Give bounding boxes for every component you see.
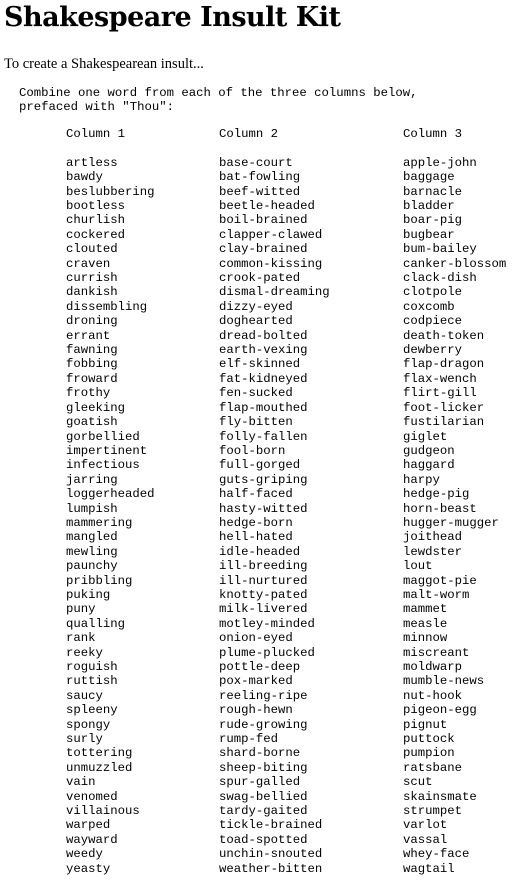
word-item: beetle-headed [219, 199, 315, 214]
column-header: Column 1 [66, 127, 126, 141]
word-item: bum-bailey [403, 242, 477, 257]
instructions-line-2: prefaced with "Thou": [19, 100, 174, 115]
word-item: mumble-news [403, 674, 485, 689]
column-1 [66, 127, 155, 876]
word-item: puttock [403, 732, 455, 747]
word-item: mammet [403, 602, 448, 617]
word-item: boar-pig [403, 213, 463, 228]
word-item: fobbing [66, 357, 118, 372]
word-item: bawdy [66, 170, 103, 185]
word-item: rude-growing [219, 717, 308, 732]
word-item: gleeking [66, 400, 126, 415]
word-item: full-gorged [219, 458, 301, 473]
word-item: loggerheaded [66, 487, 155, 502]
word-item: earth-vexing [219, 343, 308, 358]
word-item: jarring [66, 472, 118, 487]
word-item: horn-beast [403, 501, 477, 516]
word-item: dewberry [403, 343, 463, 358]
word-item: froward [66, 371, 118, 386]
word-item: villainous [66, 804, 140, 819]
word-item: giglet [403, 429, 448, 444]
word-item: dissembling [66, 299, 148, 314]
word-item: codpiece [403, 314, 463, 329]
word-item: moldwarp [403, 660, 463, 675]
word-item: dankish [66, 285, 118, 300]
word-item: fool-born [219, 443, 286, 458]
intro-text: To create a Shakespearean insult... [4, 56, 204, 72]
word-item: pribbling [66, 573, 133, 588]
word-item: goatish [66, 415, 118, 430]
word-item: malt-worm [403, 587, 470, 602]
word-item: joithead [403, 530, 463, 545]
word-item: infectious [66, 458, 140, 473]
word-item: pottle-deep [219, 660, 301, 675]
word-item: wagtail [403, 861, 455, 876]
word-item: ratsbane [403, 760, 463, 775]
word-item: pox-marked [219, 674, 293, 689]
word-item: hell-hated [219, 530, 293, 545]
word-item: cockered [66, 227, 126, 242]
word-item: tickle-brained [219, 818, 323, 833]
word-item: rough-hewn [219, 703, 293, 718]
word-item: flap-dragon [403, 357, 485, 372]
word-item: dismal-dreaming [219, 285, 330, 300]
word-item: plume-plucked [219, 645, 315, 660]
word-item: droning [66, 314, 118, 329]
word-item: mammering [66, 515, 133, 530]
word-item: apple-john [403, 155, 477, 170]
word-item: spur-galled [219, 775, 301, 790]
word-item: toad-spotted [219, 832, 308, 847]
instructions-line-1: Combine one word from each of the three columns below, [19, 86, 418, 100]
word-item: flax-wench [403, 371, 477, 386]
word-item: lumpish [66, 501, 118, 516]
word-item: pigeon-egg [403, 703, 477, 718]
word-item: folly-fallen [219, 429, 308, 444]
word-item: fen-sucked [219, 386, 293, 401]
column-2 [219, 127, 330, 876]
word-item: saucy [66, 688, 103, 703]
word-item: artless [66, 155, 118, 170]
word-item: wayward [66, 832, 118, 847]
word-item: puny [66, 602, 96, 617]
word-item: beef-witted [219, 184, 301, 199]
column-header: Column 2 [219, 127, 279, 141]
word-item: hugger-mugger [403, 515, 499, 530]
word-item: base-court [219, 155, 293, 170]
word-item: fawning [66, 343, 118, 358]
word-item: bugbear [403, 227, 455, 242]
word-item: milk-livered [219, 602, 308, 617]
word-item: maggot-pie [403, 573, 477, 588]
word-item: tardy-gaited [219, 804, 308, 819]
word-item: warped [66, 818, 111, 833]
word-item: scut [403, 775, 433, 790]
word-item: baggage [403, 170, 455, 185]
word-item: doghearted [219, 314, 293, 329]
instructions [19, 86, 417, 115]
word-item: beslubbering [66, 184, 155, 199]
word-item: paunchy [66, 559, 118, 574]
word-item: swag-bellied [219, 789, 308, 804]
word-item: reeky [66, 645, 103, 660]
word-item: elf-skinned [219, 357, 301, 372]
word-item: fustilarian [403, 415, 485, 430]
word-item: nut-hook [403, 688, 463, 703]
word-item: clack-dish [403, 271, 477, 286]
word-item: churlish [66, 213, 126, 228]
word-item: hedge-born [219, 515, 293, 530]
word-item: spongy [66, 717, 111, 732]
word-item: ruttish [66, 674, 118, 689]
word-item: lewdster [403, 544, 463, 559]
word-item: ill-breeding [219, 559, 308, 574]
word-item: fly-bitten [219, 415, 293, 430]
word-item: vassal [403, 832, 448, 847]
word-item: puking [66, 587, 111, 602]
word-item: mangled [66, 530, 118, 545]
word-item: ill-nurtured [219, 573, 308, 588]
word-item: lout [403, 559, 433, 574]
word-item: flap-mouthed [219, 400, 308, 415]
word-item: sheep-biting [219, 760, 308, 775]
word-item: clotpole [403, 285, 463, 300]
word-item: clay-brained [219, 242, 308, 257]
word-item: barnacle [403, 184, 463, 199]
word-item: qualling [66, 616, 126, 631]
word-item: frothy [66, 386, 111, 401]
word-item: strumpet [403, 804, 463, 819]
word-item: clouted [66, 242, 118, 257]
word-item: clapper-clawed [219, 227, 323, 242]
word-item: craven [66, 256, 111, 271]
word-item: weedy [66, 847, 103, 862]
page-title: Shakespeare Insult Kit [4, 2, 341, 33]
word-item: guts-griping [219, 472, 308, 487]
word-item: coxcomb [403, 299, 455, 314]
column-3 [403, 127, 506, 876]
word-item: tottering [66, 746, 133, 761]
word-item: measle [403, 616, 448, 631]
word-item: boil-brained [219, 213, 308, 228]
word-item: knotty-pated [219, 587, 308, 602]
word-item: venomed [66, 789, 118, 804]
word-item: spleeny [66, 703, 118, 718]
word-item: bat-fowling [219, 170, 301, 185]
word-item: dizzy-eyed [219, 299, 293, 314]
word-item: motley-minded [219, 616, 315, 631]
word-item: surly [66, 732, 103, 747]
word-item: unmuzzled [66, 760, 133, 775]
word-item: hasty-witted [219, 501, 308, 516]
word-item: skainsmate [403, 789, 477, 804]
word-item: pignut [403, 717, 448, 732]
word-item: mewling [66, 544, 118, 559]
word-item: common-kissing [219, 256, 323, 271]
word-item: pumpion [403, 746, 455, 761]
word-item: gorbellied [66, 429, 140, 444]
word-item: idle-headed [219, 544, 301, 559]
word-item: miscreant [403, 645, 470, 660]
word-item: death-token [403, 328, 485, 343]
word-item: shard-borne [219, 746, 301, 761]
word-item: hedge-pig [403, 487, 470, 502]
word-item: canker-blossom [403, 256, 507, 271]
word-item: onion-eyed [219, 631, 293, 646]
word-item: flirt-gill [403, 386, 477, 401]
word-item: whey-face [403, 847, 470, 862]
word-item: weather-bitten [219, 861, 323, 876]
word-item: minnow [403, 631, 448, 646]
word-item: unchin-snouted [219, 847, 323, 862]
word-item: harpy [403, 472, 440, 487]
word-item: bootless [66, 199, 126, 214]
column-header: Column 3 [403, 127, 463, 141]
word-item: errant [66, 328, 111, 343]
word-item: dread-bolted [219, 328, 308, 343]
word-item: currish [66, 271, 118, 286]
word-item: gudgeon [403, 443, 455, 458]
word-item: foot-licker [403, 400, 485, 415]
word-item: reeling-ripe [219, 688, 308, 703]
word-item: impertinent [66, 443, 148, 458]
word-item: haggard [403, 458, 455, 473]
word-item: crook-pated [219, 271, 301, 286]
word-item: fat-kidneyed [219, 371, 308, 386]
word-item: half-faced [219, 487, 293, 502]
word-item: rank [66, 631, 96, 646]
word-item: vain [66, 775, 96, 790]
word-item: yeasty [66, 861, 111, 876]
word-item: bladder [403, 199, 455, 214]
word-item: roguish [66, 660, 118, 675]
word-item: varlot [403, 818, 448, 833]
word-item: rump-fed [219, 732, 279, 747]
